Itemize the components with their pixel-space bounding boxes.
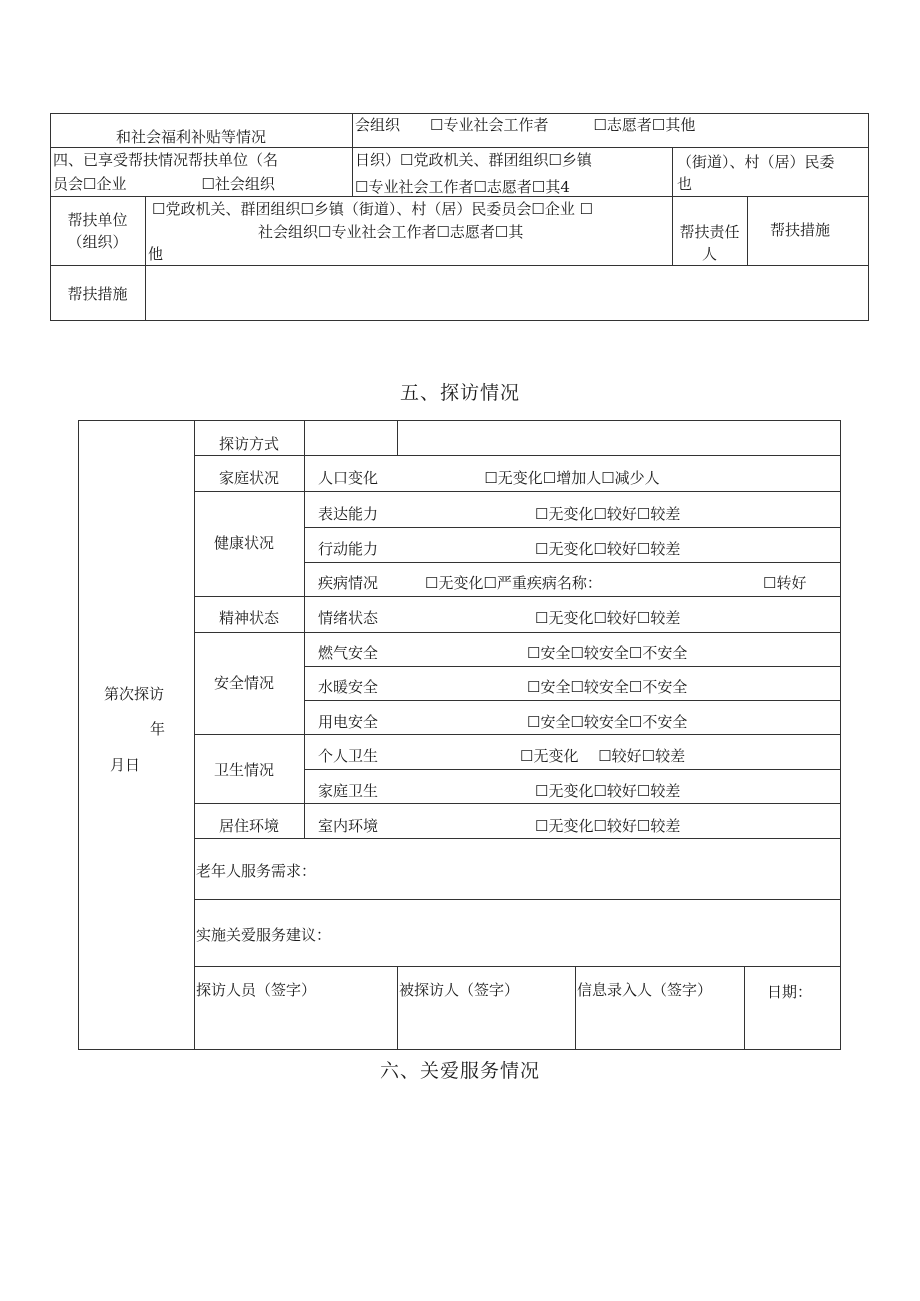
personal-hygiene-options[interactable]: ☐无变化 ☐较好☐较差	[520, 747, 686, 765]
rule	[50, 147, 869, 148]
indoor-options[interactable]: ☐无变化☐较好☐较差	[535, 817, 681, 835]
responsible-person-label-b: 人	[701, 245, 717, 263]
disease-options[interactable]: ☐无变化☐严重疾病名称：	[425, 574, 602, 592]
home-hygiene-options[interactable]: ☐无变化☐较好☐较差	[535, 782, 681, 800]
home-hygiene-label: 家庭卫生	[318, 782, 379, 800]
service-needs-input[interactable]	[340, 840, 840, 898]
water-label: 水暖安全	[318, 678, 379, 696]
rule	[194, 596, 841, 597]
rule	[194, 491, 841, 492]
visitor-signature-field[interactable]	[195, 1000, 396, 1048]
rule	[50, 320, 869, 321]
r2-right-a: （街道）、村（居）民委	[677, 153, 835, 171]
responsible-person-label: 帮扶责任	[679, 223, 740, 241]
r2-right-b: 也	[677, 175, 693, 193]
family-label: 家庭状况	[218, 469, 279, 487]
assistance-header-a: 四、已享受帮扶情况帮扶单位（名	[53, 151, 279, 169]
visitor-signature-label: 探访人员（签字）	[196, 981, 317, 999]
visit-year-label: 年	[150, 720, 166, 738]
electric-label: 用电安全	[318, 713, 379, 731]
method-detail-input[interactable]	[398, 421, 840, 455]
rule	[304, 700, 841, 701]
rule	[194, 632, 841, 633]
rule	[194, 455, 841, 456]
rule	[78, 420, 79, 1050]
rule	[304, 562, 841, 563]
entry-signature-label: 信息录入人（签字）	[577, 981, 713, 999]
care-suggestion-label: 实施关爱服务建议：	[196, 926, 332, 944]
section5-title: 五、探访情况	[399, 382, 520, 404]
r2-options-a: 日织）☐党政机关、群团组织☐乡镇	[355, 151, 592, 169]
help-unit-label: 帮扶单位	[67, 211, 128, 229]
disease-better-option[interactable]: ☐转好	[763, 574, 807, 592]
care-suggestion-input[interactable]	[360, 901, 840, 965]
expression-label: 表达能力	[318, 505, 379, 523]
visit-count-label: 第次探访	[104, 685, 165, 703]
section6-title: 六、关爱服务情况	[379, 1060, 540, 1082]
pop-change-label: 人口变化	[318, 469, 379, 487]
r1-options: 会组织 ☐专业社会工作者 ☐志愿者☐其他	[355, 116, 696, 134]
r2-options-b: ☐专业社会工作者☐志愿者☐其4	[355, 178, 570, 196]
entry-signature-field[interactable]	[576, 1000, 743, 1048]
gas-options[interactable]: ☐安全☐较安全☐不安全	[527, 644, 688, 662]
safety-label: 安全情况	[213, 674, 274, 692]
help-unit-label-b: （组织）	[67, 233, 128, 251]
rule	[868, 113, 869, 321]
mood-label: 情绪状态	[318, 609, 379, 627]
rule	[194, 420, 195, 1050]
date-label: 日期：	[767, 983, 813, 1001]
electric-options[interactable]: ☐安全☐较安全☐不安全	[527, 713, 688, 731]
rule	[78, 1049, 841, 1050]
unit-options-c: 他	[148, 245, 164, 263]
rule	[194, 734, 841, 735]
rule	[194, 899, 841, 900]
rule	[304, 527, 841, 528]
mobility-label: 行动能力	[318, 540, 379, 558]
rule	[304, 666, 841, 667]
method-label: 探访方式	[218, 435, 279, 453]
indoor-label: 室内环境	[318, 817, 379, 835]
visited-signature-label: 被探访人（签字）	[399, 981, 520, 999]
personal-hygiene-label: 个人卫生	[318, 747, 379, 765]
rule	[50, 113, 869, 114]
mental-label: 精神状态	[218, 609, 279, 627]
rule	[304, 769, 841, 770]
assistance-header-b: 员会☐企业 ☐社会组织	[53, 175, 275, 193]
mood-options[interactable]: ☐无变化☐较好☐较差	[535, 609, 681, 627]
measure-label: 帮扶措施	[769, 221, 830, 239]
disease-label: 疾病情况	[318, 574, 379, 592]
mobility-options[interactable]: ☐无变化☐较好☐较差	[535, 540, 681, 558]
rule	[352, 113, 353, 197]
living-label: 居住环境	[218, 817, 279, 835]
unit-options-b: 社会组织☐专业社会工作者☐志愿者☐其	[258, 223, 524, 241]
date-field[interactable]	[745, 1005, 839, 1048]
measure-input[interactable]	[146, 266, 868, 320]
method-input[interactable]	[305, 421, 396, 455]
unit-options-a: ☐党政机关、群团组织☐乡镇（街道）、村（居）民委员会☐企业 ☐	[152, 200, 594, 218]
health-label: 健康状况	[213, 534, 274, 552]
visit-month-day-label: 月日	[110, 756, 141, 774]
hygiene-label: 卫生情况	[213, 761, 274, 779]
rule	[194, 838, 841, 839]
rule	[194, 803, 841, 804]
water-options[interactable]: ☐安全☐较安全☐不安全	[527, 678, 688, 696]
gas-label: 燃气安全	[318, 644, 379, 662]
rule	[840, 420, 841, 1050]
expression-options[interactable]: ☐无变化☐较好☐较差	[535, 505, 681, 523]
measure-row-label: 帮扶措施	[67, 285, 128, 303]
visited-signature-field[interactable]	[398, 1000, 574, 1048]
service-needs-label: 老年人服务需求：	[196, 862, 317, 880]
pop-change-options[interactable]: ☐无变化☐增加人☐减少人	[484, 469, 660, 487]
subsidy-label: 和社会福利补贴等情况	[116, 128, 267, 146]
